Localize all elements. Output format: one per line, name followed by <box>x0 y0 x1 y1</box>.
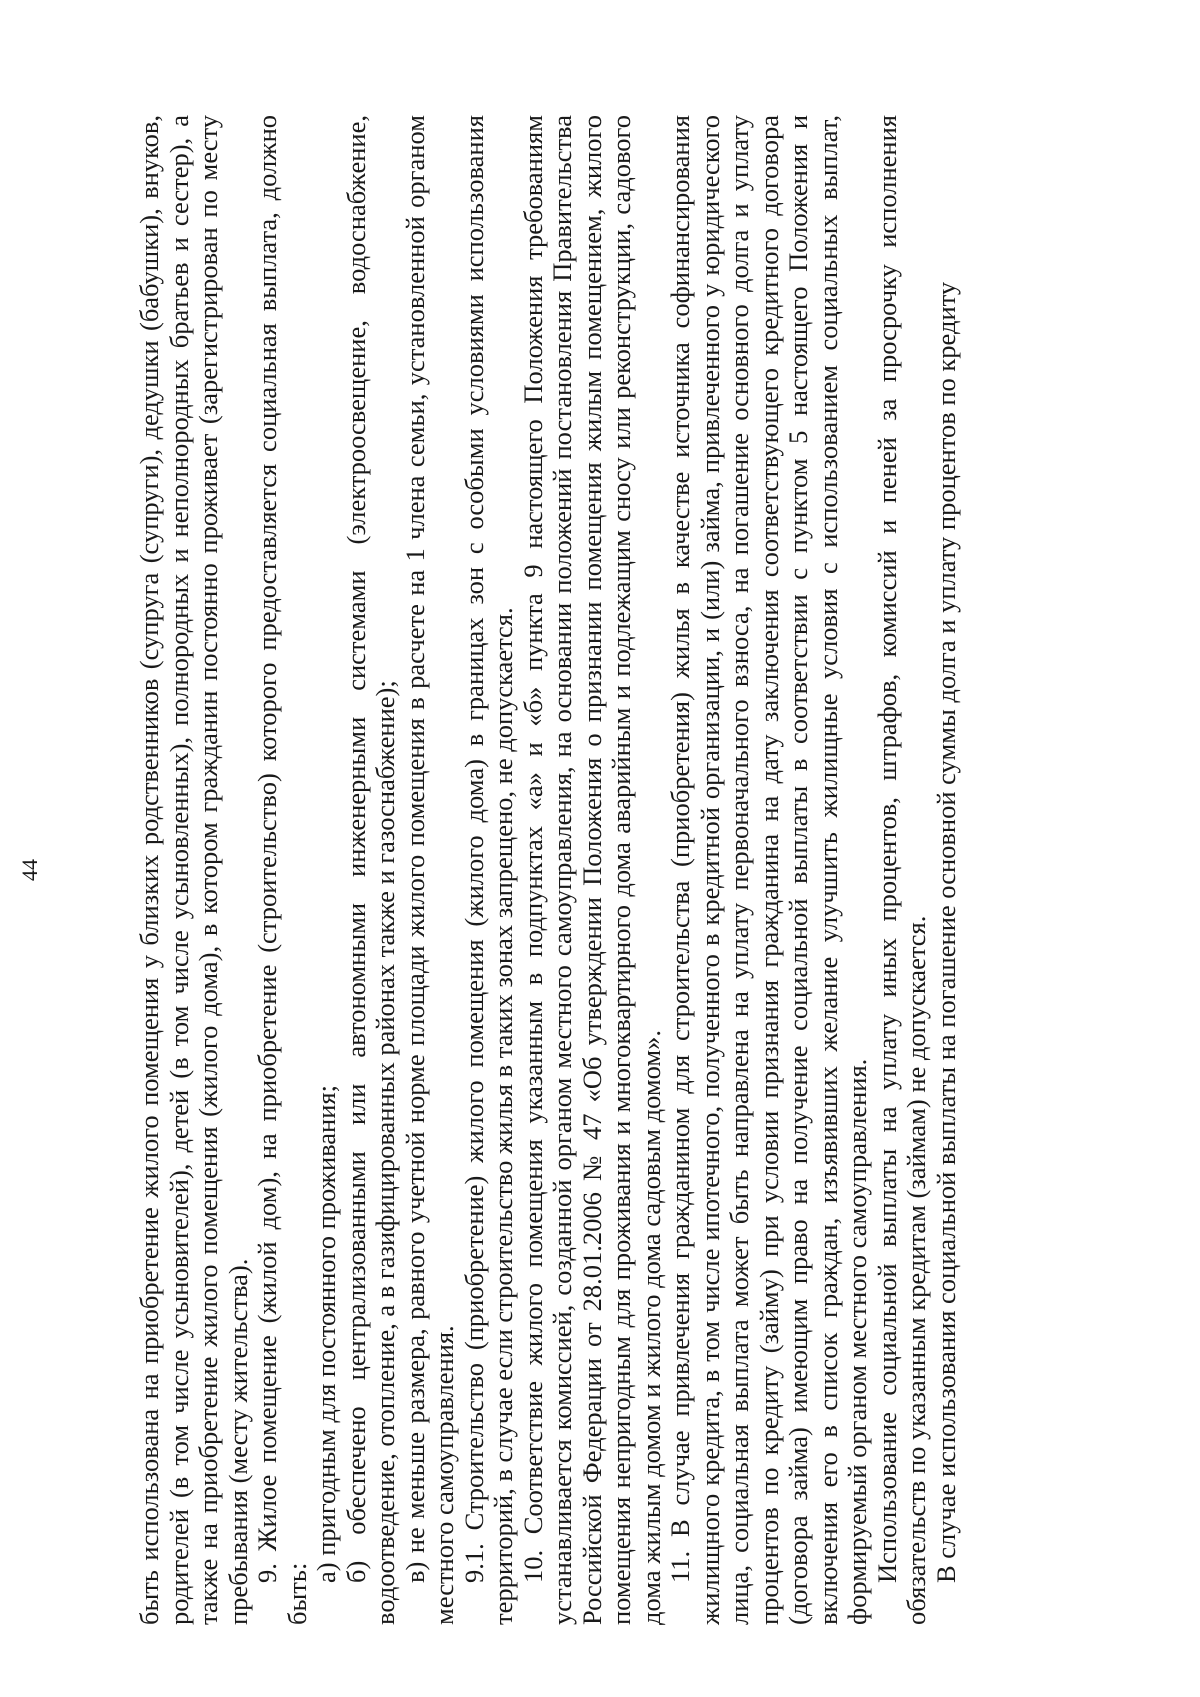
rotated-page-content <box>17 115 1065 1625</box>
paragraph: 10. Соответствие жилого помещения указанным в подпунктах «а» и «б» пункта 9 настоящего Положения требованиям устанавливается комиссией, созданной органом местного самоуправления, на основании положений постановления Правительства Российской Федерации от 28.01.2006 № 47 «Об утверждении Положения о признании помещения жилым помещением, жилого помещения непригодным для проживания и многоквартирного дома аварийным и подлежащим сносу или реконструкции, садового дома жилым домом и жилого дома садовым домом». <box>517 115 666 1625</box>
paragraph: Использование социальной выплаты на уплату иных процентов, штрафов, комиссий и пеней за просрочку исполнения обязательств по указанным кредитам (займам) не допускается. <box>871 115 931 1625</box>
paragraph: 11. В случае привлечения гражданином для строительства (приобретения) жилья в качестве источника софинансирования жилищного кредита, в том числе ипотечного, полученного в кредитной организации, и (или) займа, привлеченного у юридического лица, социальная выплата может быть направлена на уплату первоначального взноса, на погашение основного долга и уплату процентов по кредиту (займу) при условии признания гражданина на дату заключения соответствующего кредитного договора (договора займа) имеющим право на получение социальной выплаты в соответствии с пунктом 5 настоящего Положения и включения его в список граждан, изъявивших желание улучшить жилищные условия с использованием социальных выплат, формируемый органом местного самоуправления. <box>665 115 872 1625</box>
document-body <box>135 115 961 1625</box>
page-number: 44 <box>17 859 42 881</box>
paragraph: а) пригодным для постоянного проживания; <box>311 1085 341 1583</box>
paragraph: в) не меньше размера, равного учетной норме площади жилого помещения в расчете на 1 члена семьи, установленной органом местного самоуправления. <box>399 115 459 1625</box>
paragraph: В случае использования социальной выплаты на погашение основной суммы долга и уплату процентов по кредиту <box>930 281 961 1583</box>
paragraph: б) обеспечено централизованными или автономными инженерными системами (электроосвещение, водоснабжение, водоотведение, отопление, а в газифицированных районах также и газоснабжение); <box>340 115 400 1625</box>
paragraph: 9.1. Строительство (приобретение) жилого помещения (жилого дома) в границах зон с особыми условиями использования территорий, в случае если строительство жилья в таких зонах запрещено, не допускается. <box>458 115 518 1625</box>
paragraph: 9. Жилое помещение (жилой дом), на приобретение (строительство) которого предоставляется социальная выплата, должно быть: <box>252 115 312 1625</box>
paragraph: быть использована на приобретение жилого помещения у близких родственников (супруга (супруги), дедушки (бабушки), внуков, родителей (в том числе усыновителей), детей (в том числе усыновленных), полнородных и неполнородных братьев и сестер), а также на приобретение жилого помещения (жилого дома), в котором гражданин постоянно проживает (зарегистрирован по месту пребывания (месту жительства). <box>134 115 253 1625</box>
